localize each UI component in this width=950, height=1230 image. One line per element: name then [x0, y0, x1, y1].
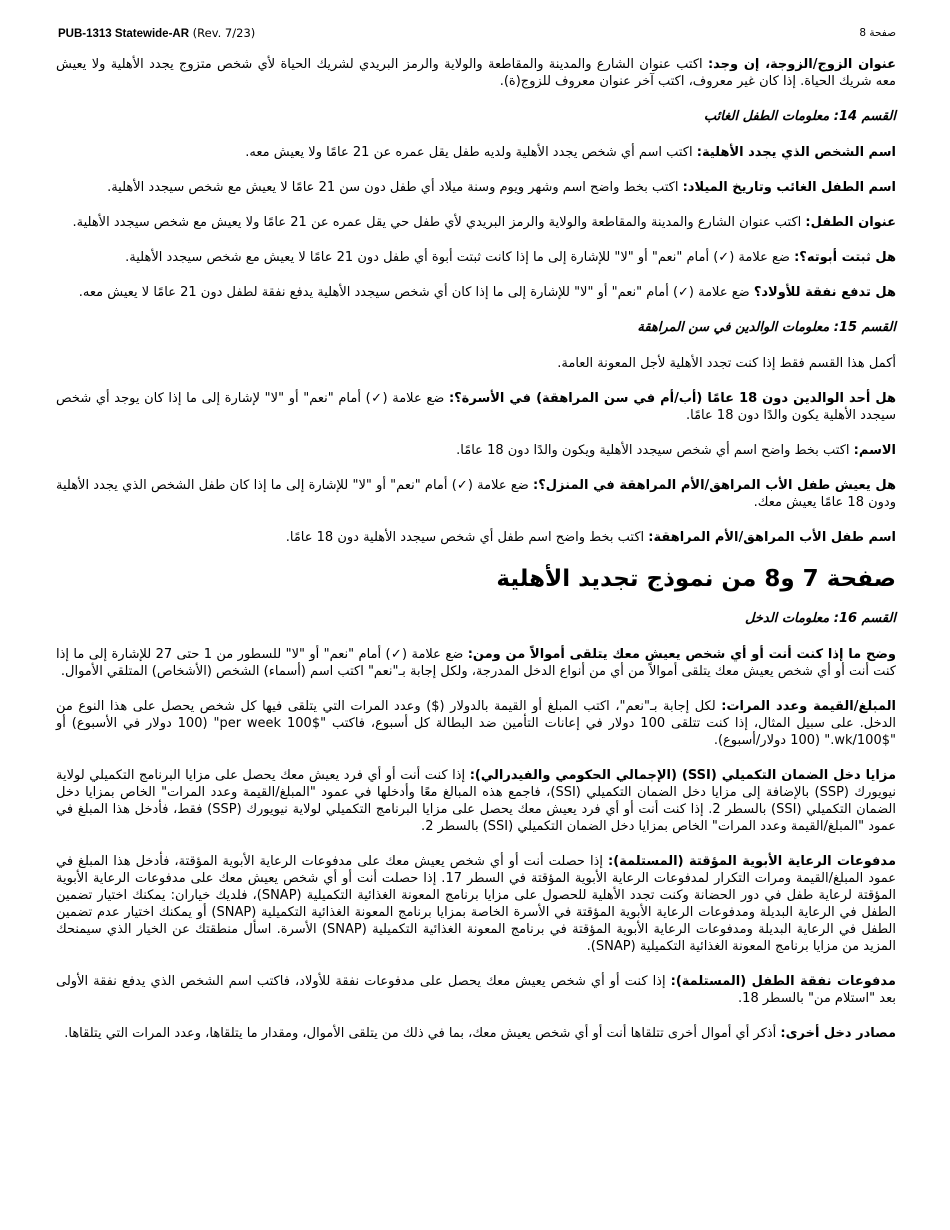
item-text: ضع علامة (✓) أمام "نعم" أو "لا" للإشارة إلى ما إذا كان طفل الشخص الذي يجدد الأهلية ودون 18 عامًا يعيش معك. [56, 478, 896, 510]
item-text: إذا حصلت أنت أو أي شخص يعيش معك على مدفوعات الرعاية الأبوية المؤقتة، فأدخل هذا المبلغ في عمود المبلغ/القيمة ومرات التكرار لمدفوعات الرعاية الأبوية المؤقتة في السطر 17. إذا حصلت أنت أو أي شخص يعيش معك على مدفوعات الرعاية الأبوية المؤقتة لرعاية طفل في دور الحضانة وكنت تجدد الأهلية للحصول على مزايا برنامج المعونة الغذائية التكميلية (SNAP)، فلديك خياران: يمكنك اختيار تضمين الطفل في الرعاية البديلة ومدفوعات الرعاية الأبوية المؤقتة في الأسرة الخاصة بمزايا برنامج المعونة الغذائية التكميلية (SNAP) أو يمكنك اختيار عدم تضمين الطفل في الرعاية البديلة ومدفوعات الرعاية الأبوية المؤقتة في برنامج المعونة الغذائية التكميلية (SNAP) الأسرة. اسأل منطقتك عن الخيار الذي سيمنحك المزيد من مزايا برنامج المعونة الغذائية التكميلية (SNAP). [56, 854, 896, 954]
item-label: مدفوعات الرعاية الأبوية المؤقتة (المستلمة): [608, 854, 896, 869]
spouse-address-text: اكتب عنوان الشارع والمدينة والمقاطعة والولاية والرمز البريدي لشريك الحياة لأي شخص متزوج يجدد الأهلية ولا يعيش معه شريك الحياة. إذا كان غير معروف، اكتب آخر عنوان معروف للزوج(ة). [56, 57, 896, 89]
section-15-intro: أكمل هذا القسم فقط إذا كنت تجدد الأهلية لأجل المعونة العامة. [557, 356, 896, 371]
item-text: ضع علامة (✓) أمام "نعم" أو "لا" لإشارة إلى ما إذا كان يوجد أي شخص سيجدد الأهلية يكون والدًا دون 18 عامًا. [56, 391, 896, 423]
item-label: هل أحد الوالدين دون 18 عامًا (أب/أم في سن المراهقة) في الأسرة؟: [448, 391, 896, 406]
item-text: ضع علامة (✓) أمام "نعم" أو "لا" للسطور من 1 حتى 27 للإشارة إلى ما إذا كنت أنت أو أي شخص يعيش معك يتلقى أموالاً من أي من أنواع الدخل المدرجة، ولكل إجابة بـ"نعم" اكتب اسم (أسماء) الشخص (الأشخاص) المتلقي الأموال. [56, 647, 896, 679]
item-text: إذا كنت أنت أو أي فرد يعيش معك يحصل على مزايا البرنامج التكميلي لولاية نيويورك (SSP) بالإضافة إلى مزايا دخل الضمان التكميلي (SSI)، فاجمع هذه المبالغ معًا وأدخلها في عمود "المبلغ/القيمة وعدد المرات" الخاص بمزايا دخل الضمان التكميلي (SSI) بالسطر 2. إذا كنت أنت أو أي فرد يعيش معك يحصل على مزايا البرنامج التكميلي لولاية نيويورك (SSP) فقط، فأدخل هذا المبلغ في عمود "المبلغ/القيمة وعدد المرات" الخاص بمزايا دخل الضمان التكميلي (SSI) بالسطر 2. [56, 768, 897, 834]
teen-child-lives-paragraph [56, 477, 896, 511]
amount-frequency-paragraph [56, 698, 896, 749]
item-label: اسم الطفل الغائب وتاريخ الميلاد: [682, 180, 896, 195]
item-label: اسم الشخص الذي يجدد الأهلية: [696, 145, 896, 160]
doc-revision: (Rev. 7/23) [192, 26, 256, 40]
item-text: اكتب اسم أي شخص يجدد الأهلية ولديه طفل يقل عمره عن 21 عامًا ولا يعيش معه. [245, 145, 693, 160]
page-number: صفحة 8 [859, 27, 896, 39]
child-support-received-paragraph [56, 973, 896, 1007]
item-label: اسم طفل الأب المراهق/الأم المراهقة: [648, 530, 896, 545]
item-text: اكتب بخط واضح اسم وشهر ويوم وسنة ميلاد أي طفل دون سن 21 عامًا لا يعيش مع شخص سيجدد الأهلية. [107, 180, 679, 195]
section-15-title: القسم 15: معلومات الوالدين في سن المراهقة [637, 320, 896, 335]
item-label: المبلغ/القيمة وعدد المرات: [721, 699, 896, 714]
section-16-title: القسم 16: معلومات الدخل [745, 611, 896, 626]
item-text: إذا كنت أو أي شخص يعيش معك يحصل على مدفوعات نفقة للأولاد، فاكتب اسم الشخص الذي يدفع نفقة الأولى بعد "استلام من" بالسطر 18. [56, 974, 896, 1006]
item-label: هل تدفع نفقة للأولاد؟ [753, 285, 896, 300]
teen-child-name-paragraph [56, 529, 896, 546]
item-text: اكتب عنوان الشارع والمدينة والمقاطعة والولاية والرمز البريدي لأي طفل حي يقل عمره عن 21 عامًا ولا يعيش مع شخص سيجدد الأهلية. [72, 215, 802, 230]
foster-care-payments-paragraph [56, 853, 896, 955]
item-text: اكتب بخط واضح اسم طفل أي شخص سيجدد الأهلية دون 18 عامًا. [285, 530, 645, 545]
document-code [58, 26, 255, 40]
item-text: ضع علامة (✓) أمام "نعم" أو "لا" للإشارة إلى ما إذا كان أي شخص سيجدد الأهلية يدفع نفقة لطفل دون 21 عامًا لا يعيش معه. [78, 285, 750, 300]
item-label: عنوان الطفل: [805, 215, 896, 230]
item-label: مدفوعات نفقة الطفل (المستلمة): [670, 974, 896, 989]
document-body [56, 56, 896, 1056]
spouse-address-label: عنوان الزوج/الزوجة، إن وجد: [707, 57, 896, 72]
item-label: مصادر دخل أخرى: [780, 1026, 896, 1041]
child-support-paid-paragraph [56, 284, 896, 301]
teen-parent-name-paragraph [56, 442, 896, 459]
paternity-paragraph [56, 249, 896, 266]
page-header [58, 26, 896, 44]
item-label: الاسم: [853, 443, 896, 458]
income-receipt-paragraph [56, 646, 896, 680]
child-address-paragraph [56, 214, 896, 231]
spouse-address-paragraph [56, 56, 896, 90]
page-heading: صفحة 7 و8 من نموذج تجديد الأهلية [496, 566, 896, 592]
other-income-paragraph [56, 1025, 896, 1042]
item-label: وضح ما إذا كنت أنت أو أي شخص يعيش معك يتلقى أموالاً من ومن: [467, 647, 896, 662]
item-text: لكل إجابة بـ"نعم"، اكتب المبلغ أو القيمة بالدولار ($) وعدد المرات التي يتلقى فيها كل شخص يحصل على هذا النوع من الدخل. على سبيل المثال، إذا كنت تتلقى 100 دولار في إعانات التأمين ضد البطالة كل أسبوع، فاكتب "$100 per week" (100 دولار في الأسبوع) أو "$100/wk." (100 دولار/أسبوع). [56, 699, 897, 748]
item-text: أذكر أي أموال أخرى تتلقاها أنت أو أي شخص يعيش معك، بما في ذلك من يتلقى الأموال، ومقدار ما يتلقاها، وعدد المرات التي يتلقاها. [64, 1026, 777, 1041]
ssi-benefits-paragraph [56, 767, 896, 835]
item-label: هل ثبتت أبوته؟: [794, 250, 896, 265]
absent-child-name-paragraph [56, 179, 896, 196]
item-text: ضع علامة (✓) أمام "نعم" أو "لا" للإشارة إلى ما إذا كانت ثبتت أبوة أي طفل دون 21 عامًا لا يعيش مع شخص سيجدد الأهلية. [125, 250, 790, 265]
doc-code: PUB-1313 Statewide-AR [58, 28, 190, 40]
item-label: هل يعيش طفل الأب المراهق/الأم المراهقة في المنزل؟: [533, 478, 896, 493]
item-text: اكتب بخط واضح اسم أي شخص سيجدد الأهلية ويكون والدًا دون 18 عامًا. [456, 443, 850, 458]
teen-parent-question-paragraph [56, 390, 896, 424]
section-14-title: القسم 14: معلومات الطفل الغائب [703, 109, 896, 124]
item-label: مزايا دخل الضمان التكميلي (SSI) (الإجمالي الحكومي والفيدرالي): [469, 768, 897, 783]
renewer-name-paragraph [56, 144, 896, 161]
